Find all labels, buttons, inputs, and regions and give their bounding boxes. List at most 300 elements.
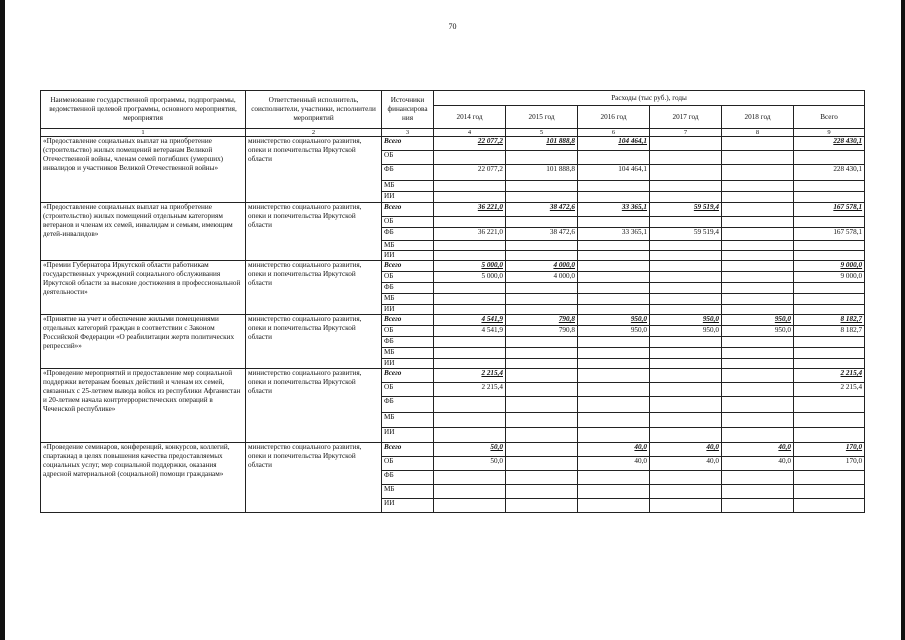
funding-source: ОБ	[382, 457, 434, 471]
column-number: 3	[382, 129, 434, 137]
table-row-total	[41, 261, 865, 272]
amount-cell	[722, 326, 794, 337]
amount-value: 36 221,0	[477, 203, 503, 211]
amount-total	[794, 315, 865, 326]
amount-value: 33 365,1	[621, 228, 647, 236]
funding-source: ИИ	[382, 192, 434, 203]
amount-cell	[434, 203, 506, 217]
amount-value: 167 578,1	[833, 203, 863, 211]
funding-source: МБ	[382, 294, 434, 305]
amount-cell	[434, 337, 506, 348]
amount-cell	[434, 228, 506, 241]
table-row-total	[41, 203, 865, 217]
amount-cell	[578, 137, 650, 151]
amount-total	[794, 272, 865, 283]
amount-cell	[650, 272, 722, 283]
amount-cell	[506, 397, 578, 413]
amount-cell	[506, 305, 578, 315]
amount-cell	[650, 251, 722, 261]
amount-cell	[578, 294, 650, 305]
amount-cell	[722, 192, 794, 203]
amount-total	[794, 137, 865, 151]
funding-source: ОБ	[382, 151, 434, 165]
amount-cell	[650, 181, 722, 192]
amount-cell	[434, 192, 506, 203]
amount-cell	[650, 217, 722, 228]
amount-cell	[506, 151, 578, 165]
amount-cell	[434, 485, 506, 499]
amount-cell	[506, 272, 578, 283]
amount-cell	[650, 305, 722, 315]
amount-cell	[722, 348, 794, 359]
funding-source: МБ	[382, 348, 434, 359]
amount-value: 4 000,0	[553, 261, 575, 269]
amount-cell	[506, 251, 578, 261]
amount-cell	[722, 485, 794, 499]
amount-cell	[722, 217, 794, 228]
header-year: 2017 год	[650, 106, 722, 129]
amount-cell	[650, 443, 722, 457]
funding-source: ОБ	[382, 217, 434, 228]
amount-total	[794, 305, 865, 315]
amount-value: 228 430,1	[833, 137, 863, 145]
amount-total	[794, 181, 865, 192]
funding-source: МБ	[382, 485, 434, 499]
amount-cell	[506, 203, 578, 217]
amount-cell	[578, 457, 650, 471]
amount-value: 50,0	[490, 457, 503, 465]
amount-total	[794, 499, 865, 513]
amount-value: 40,0	[634, 457, 647, 465]
amount-cell	[578, 348, 650, 359]
amount-total	[794, 348, 865, 359]
amount-cell	[434, 348, 506, 359]
amount-cell	[434, 305, 506, 315]
amount-cell	[434, 283, 506, 294]
amount-value: 8 182,7	[840, 315, 863, 323]
amount-cell	[650, 228, 722, 241]
column-number: 7	[650, 129, 722, 137]
amount-value: 40,0	[706, 457, 719, 465]
amount-cell	[650, 192, 722, 203]
amount-cell	[650, 261, 722, 272]
scan-border-right	[901, 0, 905, 640]
amount-total	[794, 261, 865, 272]
amount-value: 50,0	[490, 443, 503, 451]
amount-cell	[722, 471, 794, 485]
header-source: Источники финансирова ния	[382, 91, 434, 129]
column-number: 5	[506, 129, 578, 137]
column-number: 4	[434, 129, 506, 137]
amount-cell	[578, 228, 650, 241]
funding-source: ФБ	[382, 397, 434, 413]
amount-cell	[650, 137, 722, 151]
activity-name: «Проведение семинаров, конференций, конкурсов, коллегий, спартакиад в целях повышения качества предоставляемых социальных услуг, мер социальной поддержки, оказания адресной материальной (социальной) помощи гражданам»	[41, 443, 246, 513]
amount-cell	[722, 203, 794, 217]
amount-total	[794, 151, 865, 165]
amount-value: 33 365,1	[621, 203, 647, 211]
amount-cell	[506, 383, 578, 397]
executor: министерство социального развития, опеки и попечительства Иркутской области	[246, 203, 382, 261]
amount-cell	[722, 283, 794, 294]
activity-name: «Предоставление социальных выплат на приобретение (строительство) жилых помещений отдельным категориям ветеранов и членам их семей, инвалидам и семьям, имеющим детей-инвалидов»	[41, 203, 246, 261]
amount-cell	[506, 192, 578, 203]
amount-cell	[578, 203, 650, 217]
amount-cell	[578, 397, 650, 413]
amount-cell	[578, 272, 650, 283]
funding-source: Всего	[382, 443, 434, 457]
amount-total	[794, 337, 865, 348]
executor: министерство социального развития, опеки и попечительства Иркутской области	[246, 137, 382, 203]
amount-value: 170,0	[845, 457, 863, 465]
activity-name: «Премии Губернатора Иркутской области работникам государственных учреждений социального обслуживания Иркутской области за высокие достижения в профессиональной деятельности»	[41, 261, 246, 315]
amount-cell	[506, 165, 578, 181]
amount-value: 170,0	[845, 443, 863, 451]
amount-total	[794, 228, 865, 241]
column-number: 2	[246, 129, 382, 137]
amount-cell	[722, 457, 794, 471]
amount-cell	[650, 428, 722, 443]
amount-cell	[650, 457, 722, 471]
amount-total	[794, 359, 865, 369]
amount-cell	[722, 315, 794, 326]
amount-cell	[650, 471, 722, 485]
amount-cell	[722, 165, 794, 181]
funding-source: ИИ	[382, 251, 434, 261]
funding-source: Всего	[382, 315, 434, 326]
amount-cell	[722, 397, 794, 413]
amount-cell	[434, 241, 506, 251]
amount-cell	[506, 348, 578, 359]
amount-cell	[722, 305, 794, 315]
amount-value: 950,0	[630, 315, 647, 323]
funding-source: ФБ	[382, 471, 434, 485]
amount-cell	[434, 151, 506, 165]
funding-source: Всего	[382, 261, 434, 272]
funding-source: ФБ	[382, 283, 434, 294]
header-expenses: Расходы (тыс руб.), годы	[434, 91, 865, 106]
amount-cell	[650, 499, 722, 513]
amount-cell	[722, 413, 794, 428]
header-year: 2015 год	[506, 106, 578, 129]
amount-cell	[434, 499, 506, 513]
amount-cell	[434, 165, 506, 181]
amount-cell	[506, 369, 578, 383]
amount-cell	[506, 413, 578, 428]
amount-cell	[578, 315, 650, 326]
column-number: 1	[41, 129, 246, 137]
activity-name: «Проведение мероприятий и предоставление мер социальной поддержки ветеранам боевых действий и членам их семей, связанных с 25-летием вывода войск из республики Афганистан и 20-летием начала контртеррористических операций в Чеченской республике»	[41, 369, 246, 443]
header-executor: Ответственный исполнитель, соисполнители, участники, исполнители мероприятий	[246, 91, 382, 129]
amount-cell	[722, 272, 794, 283]
amount-cell	[578, 443, 650, 457]
amount-cell	[650, 241, 722, 251]
amount-cell	[434, 383, 506, 397]
funding-source: ОБ	[382, 383, 434, 397]
amount-cell	[650, 203, 722, 217]
amount-cell	[506, 326, 578, 337]
amount-value: 228 430,1	[833, 165, 863, 173]
amount-cell	[650, 165, 722, 181]
amount-cell	[506, 181, 578, 192]
activity-name: «Предоставление социальных выплат на приобретение (строительство) жилых помещений ветеранам Великой Отечественной войны, членам семей погибших (умерших) инвалидов и участников Великой Отечественной войны»	[41, 137, 246, 203]
amount-value: 950,0	[702, 326, 719, 334]
column-number: 8	[722, 129, 794, 137]
amount-cell	[650, 485, 722, 499]
amount-value: 2 215,4	[481, 383, 503, 391]
amount-total	[794, 369, 865, 383]
amount-value: 59 519,4	[693, 203, 719, 211]
amount-value: 104 464,1	[618, 137, 647, 145]
amount-cell	[578, 428, 650, 443]
amount-value: 9 000,0	[840, 261, 863, 269]
amount-cell	[722, 261, 794, 272]
amount-cell	[578, 165, 650, 181]
amount-cell	[434, 137, 506, 151]
amount-value: 38 472,6	[549, 203, 575, 211]
amount-cell	[650, 294, 722, 305]
amount-cell	[506, 428, 578, 443]
amount-cell	[578, 192, 650, 203]
amount-cell	[650, 315, 722, 326]
header-year: 2016 год	[578, 106, 650, 129]
amount-total	[794, 165, 865, 181]
activity-name: «Принятие на учет и обеспечение жилыми помещениями отдельных категорий граждан в соответствии с Законом Российской Федерации «О реабилитации жертв политических репрессий»»	[41, 315, 246, 369]
funding-source: Всего	[382, 203, 434, 217]
amount-value: 167 578,1	[833, 228, 863, 236]
amount-cell	[578, 261, 650, 272]
executor: министерство социального развития, опеки и попечительства Иркутской области	[246, 261, 382, 315]
amount-cell	[578, 499, 650, 513]
amount-cell	[434, 251, 506, 261]
amount-cell	[722, 443, 794, 457]
amount-value: 59 519,4	[693, 228, 719, 236]
funding-source: ИИ	[382, 359, 434, 369]
amount-cell	[434, 294, 506, 305]
table-body	[41, 137, 865, 513]
amount-cell	[434, 397, 506, 413]
amount-value: 950,0	[774, 315, 791, 323]
funding-source: МБ	[382, 181, 434, 192]
amount-value: 4 000,0	[553, 272, 575, 280]
amount-value: 36 221,0	[477, 228, 503, 236]
amount-value: 950,0	[774, 326, 791, 334]
amount-cell	[578, 383, 650, 397]
amount-cell	[434, 315, 506, 326]
amount-total	[794, 428, 865, 443]
amount-cell	[722, 383, 794, 397]
funding-source: ИИ	[382, 305, 434, 315]
amount-cell	[578, 283, 650, 294]
amount-cell	[578, 485, 650, 499]
amount-cell	[578, 413, 650, 428]
amount-total	[794, 443, 865, 457]
amount-cell	[506, 337, 578, 348]
amount-total	[794, 241, 865, 251]
amount-value: 790,8	[558, 315, 575, 323]
amount-value: 40,0	[706, 443, 719, 451]
amount-cell	[506, 137, 578, 151]
amount-cell	[506, 217, 578, 228]
funding-source: МБ	[382, 241, 434, 251]
amount-cell	[722, 499, 794, 513]
funding-source: Всего	[382, 369, 434, 383]
amount-cell	[434, 272, 506, 283]
amount-total	[794, 294, 865, 305]
amount-cell	[434, 359, 506, 369]
header-total: Всего	[794, 106, 865, 129]
amount-cell	[578, 151, 650, 165]
table-row-total	[41, 443, 865, 457]
expenses-table	[40, 90, 865, 513]
amount-value: 40,0	[778, 457, 791, 465]
amount-cell	[578, 326, 650, 337]
header-name: Наименование государственной программы, подпрограммы, ведомственной целевой программы, основного мероприятия, мероприятия	[41, 91, 246, 129]
amount-value: 9 000,0	[840, 272, 863, 280]
amount-cell	[578, 305, 650, 315]
funding-source: ОБ	[382, 272, 434, 283]
executor: министерство социального развития, опеки и попечительства Иркутской области	[246, 315, 382, 369]
amount-value: 790,8	[558, 326, 575, 334]
amount-cell	[506, 359, 578, 369]
amount-value: 4 541,9	[481, 315, 503, 323]
executor: министерство социального развития, опеки и попечительства Иркутской области	[246, 443, 382, 513]
amount-cell	[434, 217, 506, 228]
amount-cell	[434, 471, 506, 485]
amount-cell	[650, 383, 722, 397]
amount-cell	[578, 251, 650, 261]
amount-total	[794, 283, 865, 294]
amount-value: 101 888,8	[546, 165, 575, 173]
amount-value: 104 464,1	[618, 165, 647, 173]
funding-source: ИИ	[382, 428, 434, 443]
amount-total	[794, 251, 865, 261]
column-number: 6	[578, 129, 650, 137]
table-row-total	[41, 137, 865, 151]
funding-source: ФБ	[382, 165, 434, 181]
amount-cell	[506, 241, 578, 251]
amount-total	[794, 457, 865, 471]
amount-cell	[434, 443, 506, 457]
amount-cell	[434, 428, 506, 443]
column-number: 9	[794, 129, 865, 137]
amount-cell	[650, 326, 722, 337]
amount-cell	[722, 359, 794, 369]
amount-cell	[722, 369, 794, 383]
amount-value: 2 215,4	[840, 383, 863, 391]
funding-source: ФБ	[382, 337, 434, 348]
amount-cell	[506, 228, 578, 241]
table-row-total	[41, 315, 865, 326]
amount-cell	[506, 261, 578, 272]
table-row-total	[41, 369, 865, 383]
amount-cell	[506, 471, 578, 485]
amount-total	[794, 203, 865, 217]
amount-total	[794, 326, 865, 337]
amount-cell	[506, 283, 578, 294]
amount-value: 5 000,0	[481, 261, 503, 269]
amount-value: 2 215,4	[481, 369, 503, 377]
amount-cell	[650, 413, 722, 428]
amount-cell	[578, 359, 650, 369]
page-number: 70	[448, 22, 457, 31]
amount-cell	[722, 337, 794, 348]
amount-value: 40,0	[634, 443, 647, 451]
amount-cell	[506, 457, 578, 471]
amount-cell	[578, 369, 650, 383]
amount-total	[794, 471, 865, 485]
amount-cell	[722, 428, 794, 443]
funding-source: Всего	[382, 137, 434, 151]
amount-value: 40,0	[778, 443, 791, 451]
amount-cell	[650, 151, 722, 165]
amount-cell	[722, 137, 794, 151]
amount-cell	[506, 294, 578, 305]
amount-cell	[434, 457, 506, 471]
header-year: 2014 год	[434, 106, 506, 129]
amount-cell	[650, 348, 722, 359]
amount-cell	[722, 251, 794, 261]
funding-source: ИИ	[382, 499, 434, 513]
amount-cell	[650, 283, 722, 294]
amount-value: 950,0	[702, 315, 719, 323]
amount-total	[794, 192, 865, 203]
funding-source: МБ	[382, 413, 434, 428]
amount-cell	[578, 181, 650, 192]
amount-total	[794, 383, 865, 397]
amount-value: 2 215,4	[840, 369, 863, 377]
amount-value: 5 000,0	[481, 272, 503, 280]
funding-source: ФБ	[382, 228, 434, 241]
amount-cell	[434, 369, 506, 383]
amount-cell	[722, 228, 794, 241]
amount-value: 101 888,8	[546, 137, 575, 145]
amount-value: 8 182,7	[840, 326, 863, 334]
amount-value: 38 472,6	[549, 228, 575, 236]
amount-cell	[578, 241, 650, 251]
header-year: 2018 год	[722, 106, 794, 129]
amount-cell	[722, 181, 794, 192]
amount-cell	[578, 471, 650, 485]
amount-value: 22 077,2	[477, 165, 503, 173]
amount-cell	[506, 443, 578, 457]
amount-total	[794, 217, 865, 228]
amount-cell	[434, 413, 506, 428]
amount-value: 22 077,2	[477, 137, 503, 145]
amount-cell	[434, 261, 506, 272]
amount-cell	[506, 315, 578, 326]
amount-cell	[650, 337, 722, 348]
executor: министерство социального развития, опеки и попечительства Иркутской области	[246, 369, 382, 443]
amount-cell	[434, 326, 506, 337]
amount-value: 950,0	[630, 326, 647, 334]
amount-cell	[578, 217, 650, 228]
amount-cell	[722, 294, 794, 305]
amount-total	[794, 397, 865, 413]
amount-cell	[650, 359, 722, 369]
amount-cell	[650, 369, 722, 383]
amount-cell	[722, 241, 794, 251]
amount-total	[794, 413, 865, 428]
amount-cell	[722, 151, 794, 165]
funding-source: ОБ	[382, 326, 434, 337]
amount-cell	[506, 499, 578, 513]
amount-cell	[506, 485, 578, 499]
amount-cell	[650, 397, 722, 413]
amount-value: 4 541,9	[481, 326, 503, 334]
amount-total	[794, 485, 865, 499]
amount-cell	[434, 181, 506, 192]
